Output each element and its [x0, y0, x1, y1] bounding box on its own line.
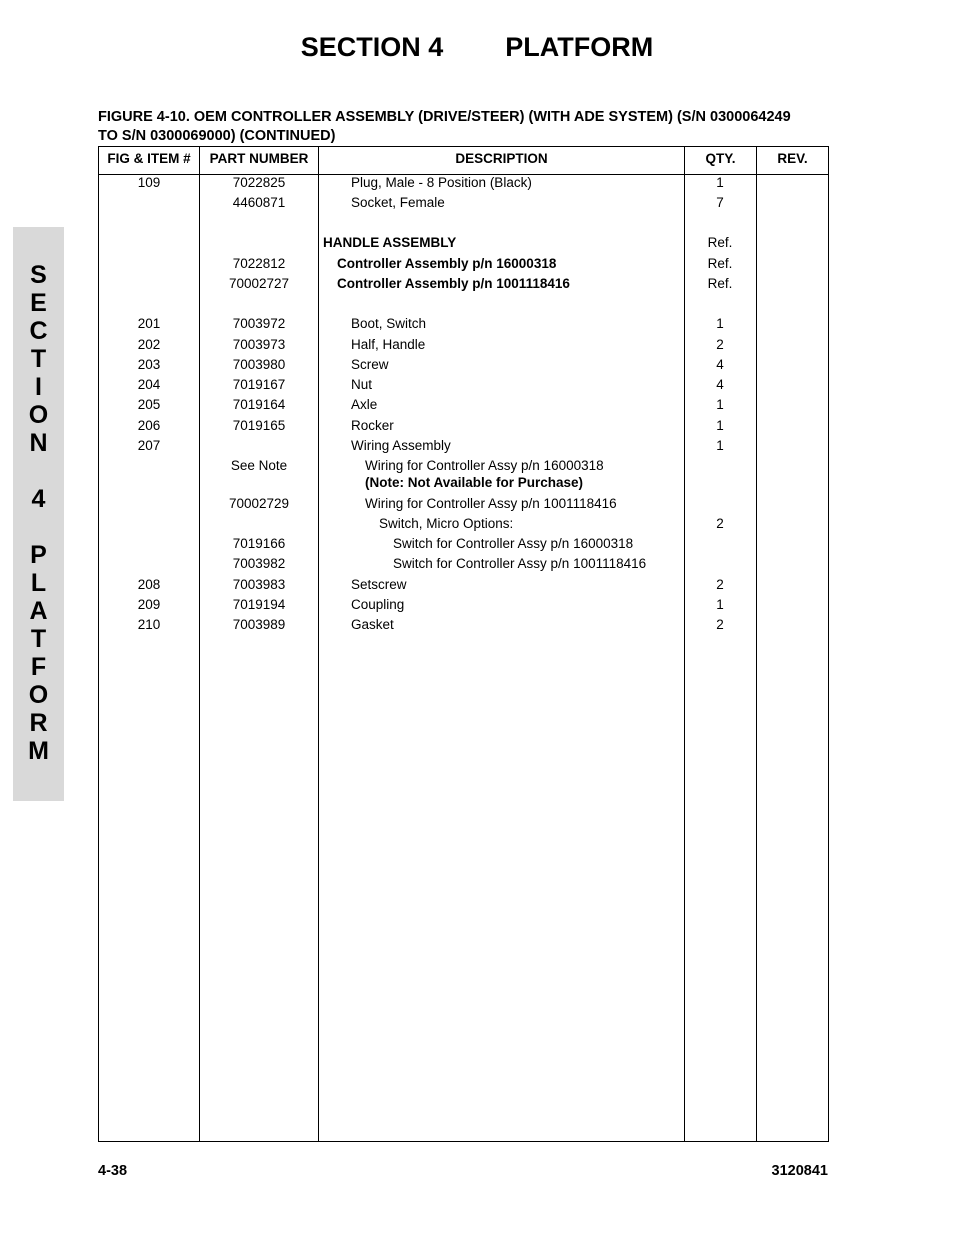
side-tab-letter: C: [29, 317, 48, 345]
page-number: 4-38: [98, 1163, 128, 1179]
cell-qty: 7: [716, 195, 724, 210]
header-rev: REV.: [777, 151, 808, 166]
cell-part-number: See Note: [230, 458, 288, 473]
cell-fig-item: 206: [137, 418, 161, 433]
cell-qty: 2: [716, 337, 724, 352]
side-tab-letter: P: [30, 541, 47, 569]
side-tab-letters: [13, 261, 64, 765]
column-divider: [318, 147, 319, 1141]
cell-fig-item: 201: [137, 316, 161, 331]
cell-description: Wiring for Controller Assy p/n 1001118416: [365, 496, 617, 511]
cell-fig-item: 207: [137, 438, 161, 453]
cell-description: Nut: [351, 377, 373, 392]
side-tab-letter: 4: [31, 485, 46, 513]
cell-description: Setscrew: [351, 577, 407, 592]
cell-qty: 1: [716, 597, 724, 612]
section-name: PLATFORM: [505, 32, 654, 62]
side-tab-letter: [13, 457, 64, 485]
side-tab-letter: O: [28, 401, 49, 429]
cell-part-number: 7022812: [232, 256, 286, 271]
parts-table: [98, 146, 829, 1142]
cell-qty: 1: [716, 418, 724, 433]
cell-description: Gasket: [351, 617, 394, 632]
side-tab-letter: S: [30, 261, 47, 289]
side-tab-letter: T: [30, 345, 47, 373]
side-tab-letter: I: [35, 373, 42, 401]
cell-description: Half, Handle: [351, 337, 426, 352]
cell-description: Switch, Micro Options:: [379, 516, 514, 531]
cell-description: Switch for Controller Assy p/n 16000318: [393, 536, 634, 551]
cell-description: Screw: [351, 357, 389, 372]
cell-description: Controller Assembly p/n 1001118416: [337, 276, 570, 291]
page-title: [0, 32, 954, 63]
cell-fig-item: 208: [137, 577, 161, 592]
cell-fig-item: 202: [137, 337, 161, 352]
cell-description: Axle: [351, 397, 378, 412]
column-divider: [199, 147, 200, 1141]
cell-qty: Ref.: [707, 256, 733, 271]
cell-fig-item: 203: [137, 357, 161, 372]
column-divider: [756, 147, 757, 1141]
side-tab-letter: L: [30, 569, 47, 597]
cell-part-number: 7019167: [232, 377, 286, 392]
cell-part-number: 7003983: [232, 577, 286, 592]
section-number: SECTION 4: [300, 32, 444, 62]
cell-description: Wiring Assembly: [351, 438, 451, 453]
cell-qty: 4: [716, 357, 724, 372]
side-tab-letter: A: [29, 597, 48, 625]
cell-fig-item: 205: [137, 397, 161, 412]
cell-part-number: 7019164: [232, 397, 286, 412]
cell-qty: 4: [716, 377, 724, 392]
cell-qty: Ref.: [707, 276, 733, 291]
cell-description: Switch for Controller Assy p/n 1001118416: [393, 556, 647, 571]
cell-part-number: 7003989: [232, 617, 286, 632]
cell-description: HANDLE ASSEMBLY: [323, 235, 457, 250]
side-tab-letter: F: [30, 653, 47, 681]
side-tab-letter: T: [30, 625, 47, 653]
cell-fig-item: 204: [137, 377, 161, 392]
side-tab-letter: M: [28, 737, 49, 765]
document-number: 3120841: [771, 1163, 828, 1179]
header-fig-item: FIG & ITEM #: [107, 151, 191, 166]
side-tab-letter: [13, 513, 64, 541]
side-tab-letter: R: [29, 709, 48, 737]
cell-description: Socket, Female: [351, 195, 445, 210]
cell-part-number: 7022825: [232, 175, 286, 190]
cell-part-number: 4460871: [232, 195, 286, 210]
side-tab-letter: N: [29, 429, 48, 457]
cell-description: (Note: Not Available for Purchase): [365, 475, 584, 490]
header-qty: QTY.: [705, 151, 736, 166]
cell-part-number: 70002729: [228, 496, 290, 511]
cell-description: Wiring for Controller Assy p/n 16000318: [365, 458, 604, 473]
header-description: DESCRIPTION: [455, 151, 548, 166]
cell-description: Rocker: [351, 418, 394, 433]
side-tab-letter: O: [28, 681, 49, 709]
cell-description: Controller Assembly p/n 16000318: [337, 256, 557, 271]
cell-qty: 2: [716, 516, 724, 531]
side-tab-letter: E: [30, 289, 47, 317]
cell-part-number: 7003972: [232, 316, 286, 331]
cell-qty: 2: [716, 577, 724, 592]
cell-qty: 1: [716, 316, 724, 331]
cell-fig-item: 209: [137, 597, 161, 612]
cell-part-number: 70002727: [228, 276, 290, 291]
cell-fig-item: 210: [137, 617, 161, 632]
cell-description: Plug, Male - 8 Position (Black): [351, 175, 532, 190]
cell-part-number: 7019165: [232, 418, 286, 433]
cell-part-number: 7003982: [232, 556, 286, 571]
cell-qty: 1: [716, 438, 724, 453]
cell-qty: 1: [716, 397, 724, 412]
cell-description: Boot, Switch: [351, 316, 427, 331]
cell-qty: 2: [716, 617, 724, 632]
figure-title: FIGURE 4-10. OEM CONTROLLER ASSEMBLY (DRIVE/STEER) (WITH ADE SYSTEM) (S/N 0300064249 TO S/N 0300069000) (CONTINUED): [98, 109, 791, 144]
cell-fig-item: 109: [137, 175, 161, 190]
cell-qty: 1: [716, 175, 724, 190]
cell-part-number: 7019166: [232, 536, 286, 551]
cell-part-number: 7003980: [232, 357, 286, 372]
cell-qty: Ref.: [707, 235, 733, 250]
cell-description: Coupling: [351, 597, 405, 612]
header-part-number: PART NUMBER: [209, 151, 309, 166]
table-header: [99, 147, 828, 175]
cell-part-number: 7019194: [232, 597, 286, 612]
column-divider: [684, 147, 685, 1141]
cell-part-number: 7003973: [232, 337, 286, 352]
section-side-tab: [13, 227, 64, 801]
